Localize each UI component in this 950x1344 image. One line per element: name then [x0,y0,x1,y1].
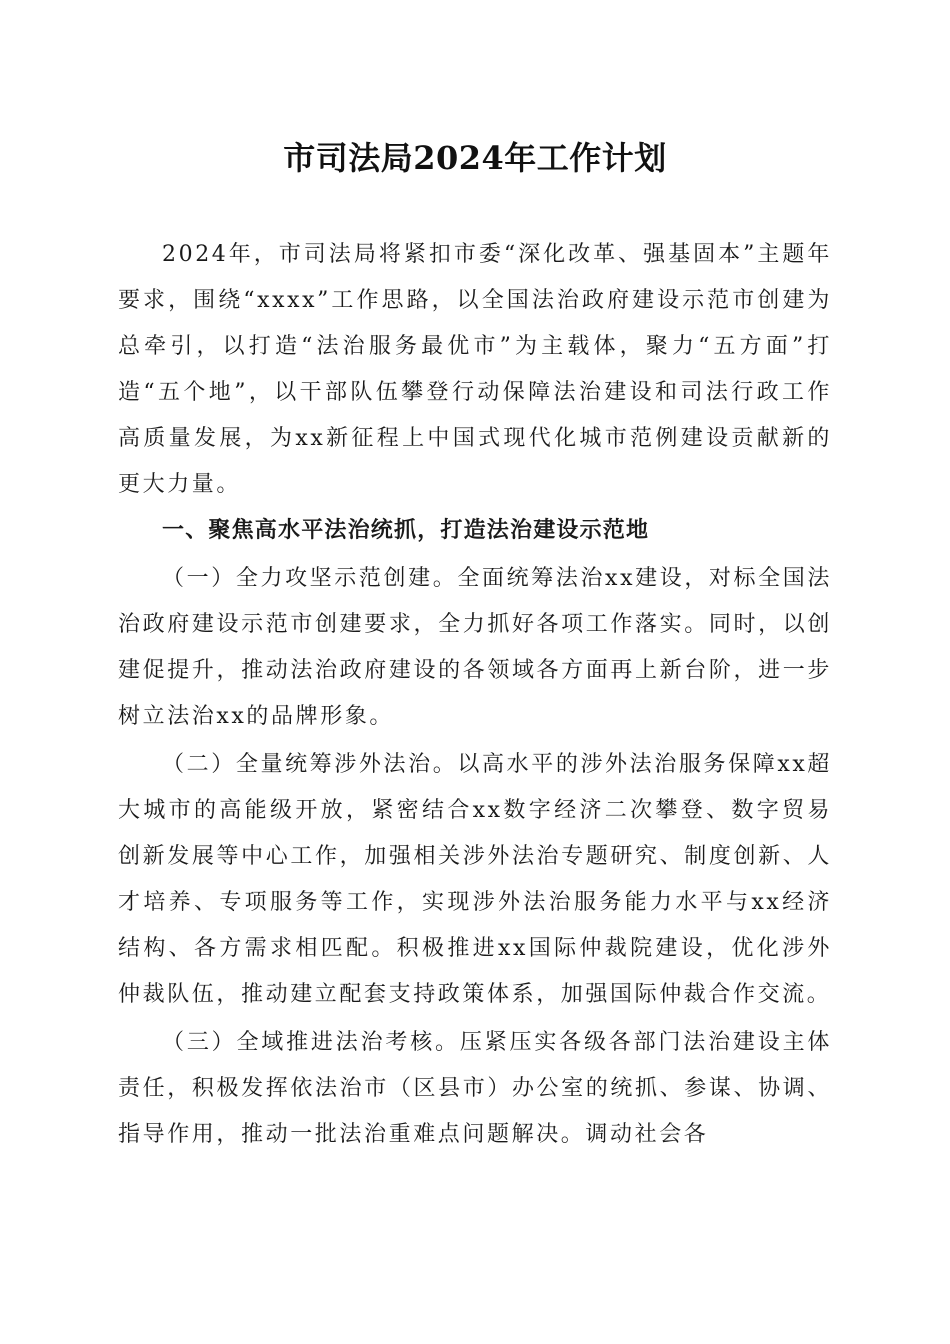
item-text-1: 全面统筹法治xx建设，对标全国法治政府建设示范市创建要求，全力抓好各项工作落实。同时，以创建促提升，推动法治政府建设的各领域各方面再上新台阶，进一步树立法治xx的品牌形象。 [118,566,832,729]
item-lead-2: （二）全量统筹涉外法治。 [162,752,458,777]
item-paragraph-1 [118,556,832,740]
section-heading-1: 一、聚焦高水平法治统抓，打造法治建设示范地 [162,518,650,543]
item-paragraph-3 [118,1020,832,1158]
item-text-2: 以高水平的涉外法治服务保障xx超大城市的高能级开放，紧密结合xx数字经济二次攀登、数字贸易创新发展等中心工作，加强相关涉外法治专题研究、制度创新、人才培养、专项服务等工作，实现涉外法治服务能力水平与xx经济结构、各方需求相匹配。积极推进xx国际仲裁院建设，优化涉外仲裁队伍，推动建立配套支持政策体系，加强国际仲裁合作交流。 [118,752,832,1007]
item-lead-1: （一）全力攻坚示范创建。 [162,566,458,591]
item-text-3: 压紧压实各级各部门法治建设主体责任，积极发挥依法治市（区县市）办公室的统抓、参谋、协调、指导作用，推动一批法治重难点问题解决。调动社会各 [118,1030,832,1147]
document-title: 市司法局2024年工作计划 [283,139,667,177]
item-paragraph-2 [118,742,832,1018]
document-body [118,232,832,1158]
intro-paragraph: 2024年，市司法局将紧扣市委“深化改革、强基固本”主题年要求，围绕“xxxx”工作思路，以全国法治政府建设示范市创建为总牵引，以打造“法治服务最优市”为主载体，聚力“五方面”打造“五个地”，以干部队伍攀登行动保障法治建设和司法行政工作高质量发展，为xx新征程上中国式现代化城市范例建设贡献新的更大力量。 [118,242,832,497]
item-lead-3: （三）全域推进法治考核。 [162,1030,460,1055]
